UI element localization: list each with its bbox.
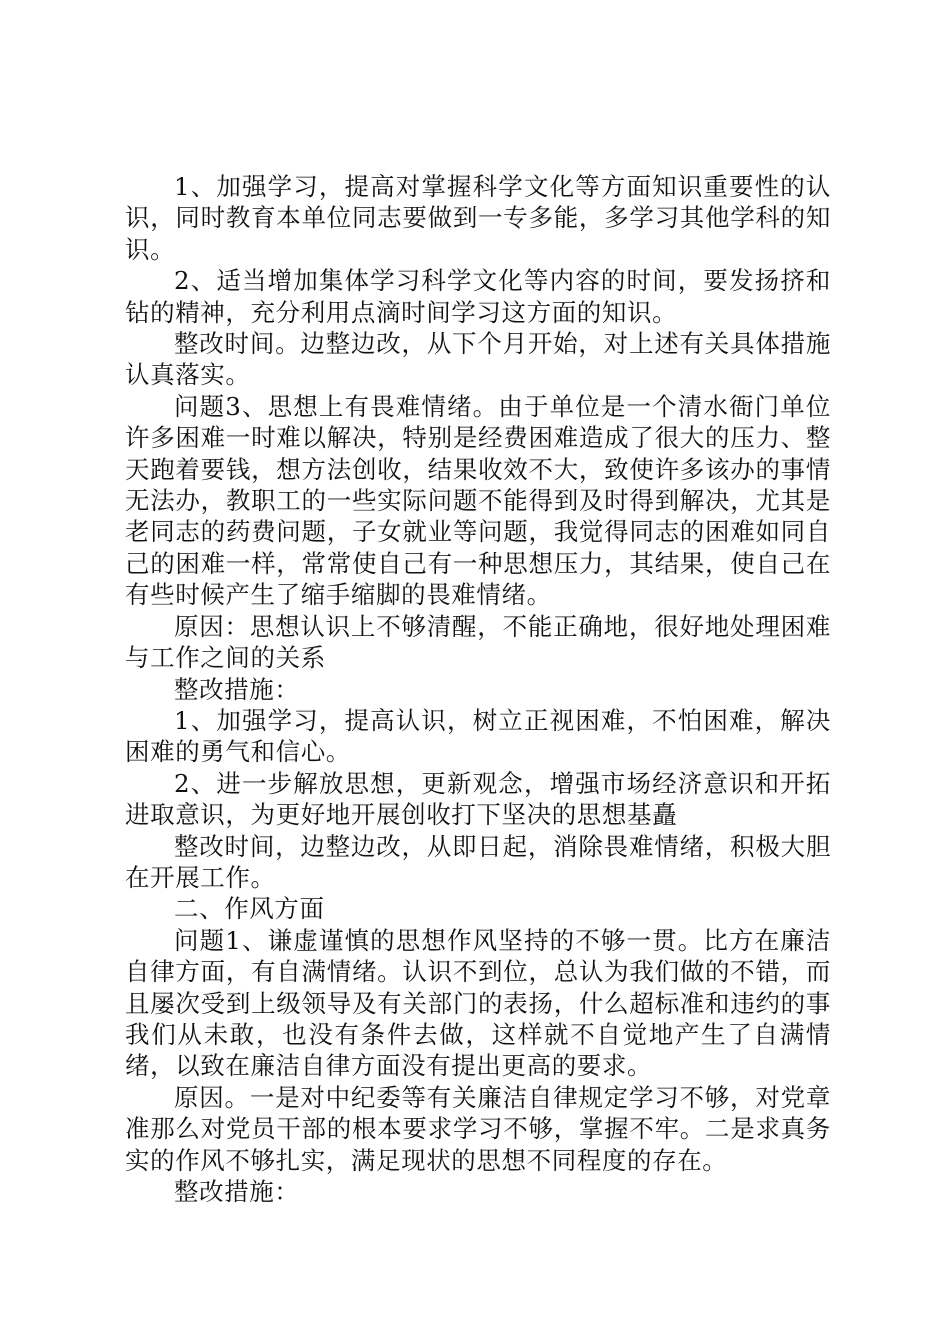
- paragraph-measures-heading-2: 整改措施：: [174, 1177, 300, 1206]
- paragraph-study-knowledge: 1、加强学习，提高对掌握科学文化等方面知识重要性的认识，同时教育本单位同志要做到一专多能，多学习其他学科的知识。: [125, 172, 831, 264]
- paragraph-collective-study: 2、适当增加集体学习科学文化等内容的时间，要发扬挤和钻的精神，充分利用点滴时间学习这方面的知识。: [125, 266, 831, 327]
- paragraph-measures-heading-1: 整改措施：: [174, 674, 300, 704]
- paragraph-problem-3: 问题3、思想上有畏难情绪。由于单位是一个清水衙门单位许多困难一时难以解决，特别是经费困难造成了很大的压力、整天跑着要钱，想方法创收，结果收效不大，致使许多该办的事情无法办，教职工的一些实际问题不能得到及时得到解决，尤其是老同志的药费问题，子女就业等问题，我觉得同志的困难如同自己的困难一样，常常使自己有一种思想压力，其结果，使自己在有些时候产生了缩手缩脚的畏难情绪。: [125, 391, 831, 610]
- document-body: [125, 171, 831, 1207]
- paragraph-rectification-time-1: 整改时间。边整边改，从下个月开始，对上述有关具体措施认真落实。: [125, 329, 831, 390]
- paragraph-cause-2: 原因。一是对中纪委等有关廉洁自律规定学习不够，对党章准那么对党员干部的根本要求学习不够，掌握不牢。二是求真务实的作风不够扎实，满足现状的思想不同程度的存在。: [125, 1082, 831, 1175]
- section-heading-work-style: 二、作风方面: [174, 894, 325, 924]
- paragraph-measure-1: 1、加强学习，提高认识，树立正视困难，不怕困难，解决困难的勇气和信心。: [125, 705, 831, 767]
- paragraph-rectification-time-2: 整改时间，边整边改，从即日起，消除畏难情绪，积极大胆在开展工作。: [125, 831, 831, 892]
- paragraph-measure-2: 2、进一步解放思想，更新观念，增强市场经济意识和开拓进取意识，为更好地开展创收打下坚决的思想基矗: [125, 768, 831, 830]
- paragraph-cause-1: 原因：思想认识上不够清醒，不能正确地，很好地处理困难与工作之间的关系: [125, 611, 831, 673]
- paragraph-problem-1: 问题1、谦虚谨慎的思想作风坚持的不够一贯。比方在廉洁自律方面，有自满情绪。认识不到位，总认为我们做的不错，而且屡次受到上级领导及有关部门的表扬，什么超标准和违约的事我们从未敢，也没有条件去做，这样就不自觉地产生了自满情绪，以致在廉洁自律方面没有提出更高的要求。: [125, 925, 831, 1081]
